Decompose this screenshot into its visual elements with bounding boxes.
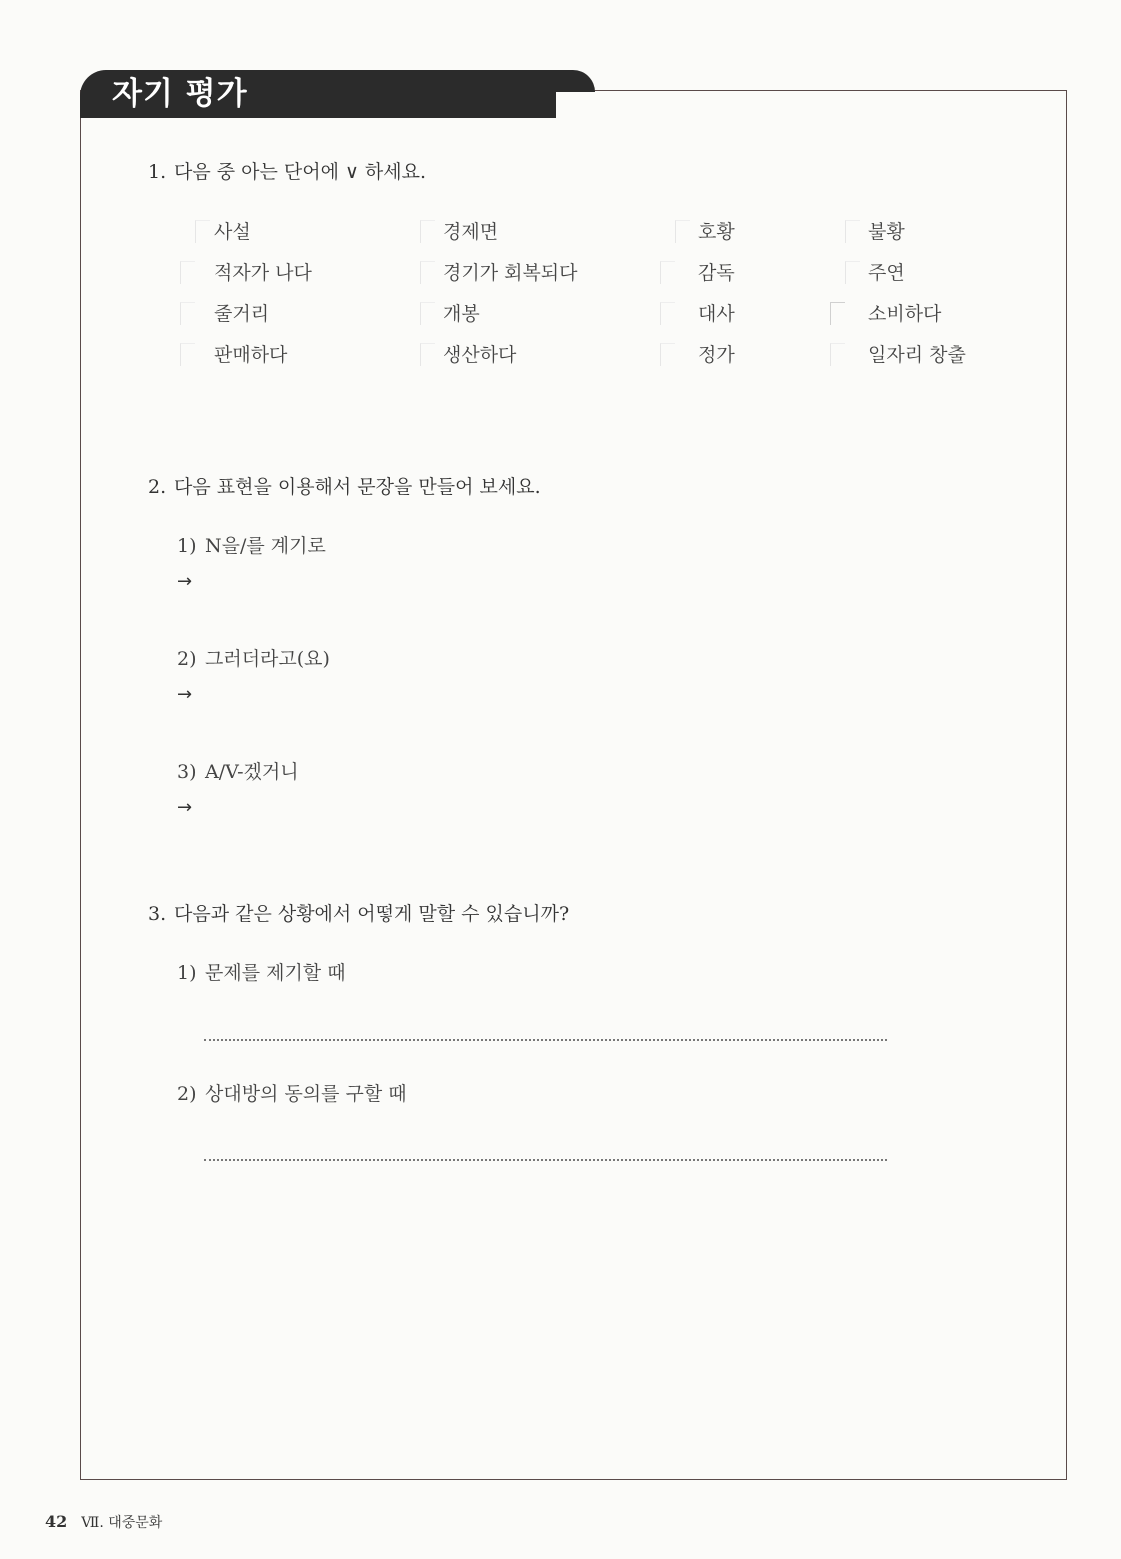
q2-item-1 (177, 531, 326, 558)
checkbox[interactable] (830, 343, 845, 366)
checkbox[interactable] (830, 302, 845, 325)
checkbox[interactable] (660, 261, 675, 284)
item-label: 상대방의 동의를 구할 때 (205, 1083, 407, 1105)
answer-arrow[interactable]: → (177, 684, 193, 705)
word-item: 소비하다 (868, 303, 942, 325)
checkbox[interactable] (660, 343, 675, 366)
checkbox[interactable] (845, 261, 860, 284)
q2-item-3 (177, 757, 299, 784)
q2-item-2 (177, 644, 330, 671)
checkbox[interactable] (180, 261, 195, 284)
checkbox[interactable] (180, 302, 195, 325)
checkbox[interactable] (845, 220, 860, 243)
item-number: 2) (177, 648, 197, 670)
item-label: 문제를 제기할 때 (205, 962, 346, 984)
chapter-title: Ⅶ. 대중문화 (81, 1515, 163, 1531)
question-prompt: 다음 중 아는 단어에 ∨ 하세요. (174, 161, 427, 183)
page-number: 42 (45, 1512, 68, 1531)
title-tab-notch (556, 92, 596, 122)
answer-line[interactable] (204, 1159, 887, 1161)
question-3 (148, 899, 569, 926)
page-footer (45, 1512, 162, 1532)
word-item: 개봉 (443, 303, 480, 325)
word-item: 정가 (698, 344, 735, 366)
q3-item-2 (177, 1079, 407, 1106)
checkbox[interactable] (195, 220, 210, 243)
word-item: 감독 (698, 262, 735, 284)
checkbox[interactable] (420, 302, 435, 325)
checkbox[interactable] (420, 261, 435, 284)
word-item: 호황 (698, 221, 735, 243)
checkbox[interactable] (420, 343, 435, 366)
question-number: 2. (148, 476, 167, 498)
item-number: 1) (177, 962, 197, 984)
word-item: 주연 (868, 262, 905, 284)
checkbox[interactable] (660, 302, 675, 325)
word-item: 사설 (214, 221, 251, 243)
item-number: 2) (177, 1083, 197, 1105)
item-label: A/V-겠거니 (205, 761, 299, 783)
question-2 (148, 472, 541, 499)
word-item: 생산하다 (443, 344, 517, 366)
answer-arrow[interactable]: → (177, 797, 193, 818)
section-title: 자기 평가 (112, 76, 248, 112)
question-prompt: 다음과 같은 상황에서 어떻게 말할 수 있습니까? (174, 903, 570, 925)
item-label: 그러더라고(요) (205, 648, 330, 670)
question-prompt: 다음 표현을 이용해서 문장을 만들어 보세요. (174, 476, 541, 498)
answer-line[interactable] (204, 1039, 887, 1041)
question-number: 3. (148, 903, 167, 925)
word-item: 줄거리 (214, 303, 270, 325)
word-item: 적자가 나다 (214, 262, 312, 284)
word-item: 불황 (868, 221, 905, 243)
q3-item-1 (177, 958, 346, 985)
word-item: 경제면 (443, 221, 499, 243)
item-number: 1) (177, 535, 197, 557)
item-label: N을/를 계기로 (205, 535, 326, 557)
checkbox[interactable] (675, 220, 690, 243)
checkbox[interactable] (420, 220, 435, 243)
item-number: 3) (177, 761, 197, 783)
word-item: 판매하다 (214, 344, 288, 366)
word-item: 경기가 회복되다 (443, 262, 578, 284)
answer-arrow[interactable]: → (177, 571, 193, 592)
word-item: 대사 (698, 303, 735, 325)
checkbox[interactable] (180, 343, 195, 366)
word-item: 일자리 창출 (868, 344, 966, 366)
question-number: 1. (148, 161, 167, 183)
question-1 (148, 157, 426, 184)
